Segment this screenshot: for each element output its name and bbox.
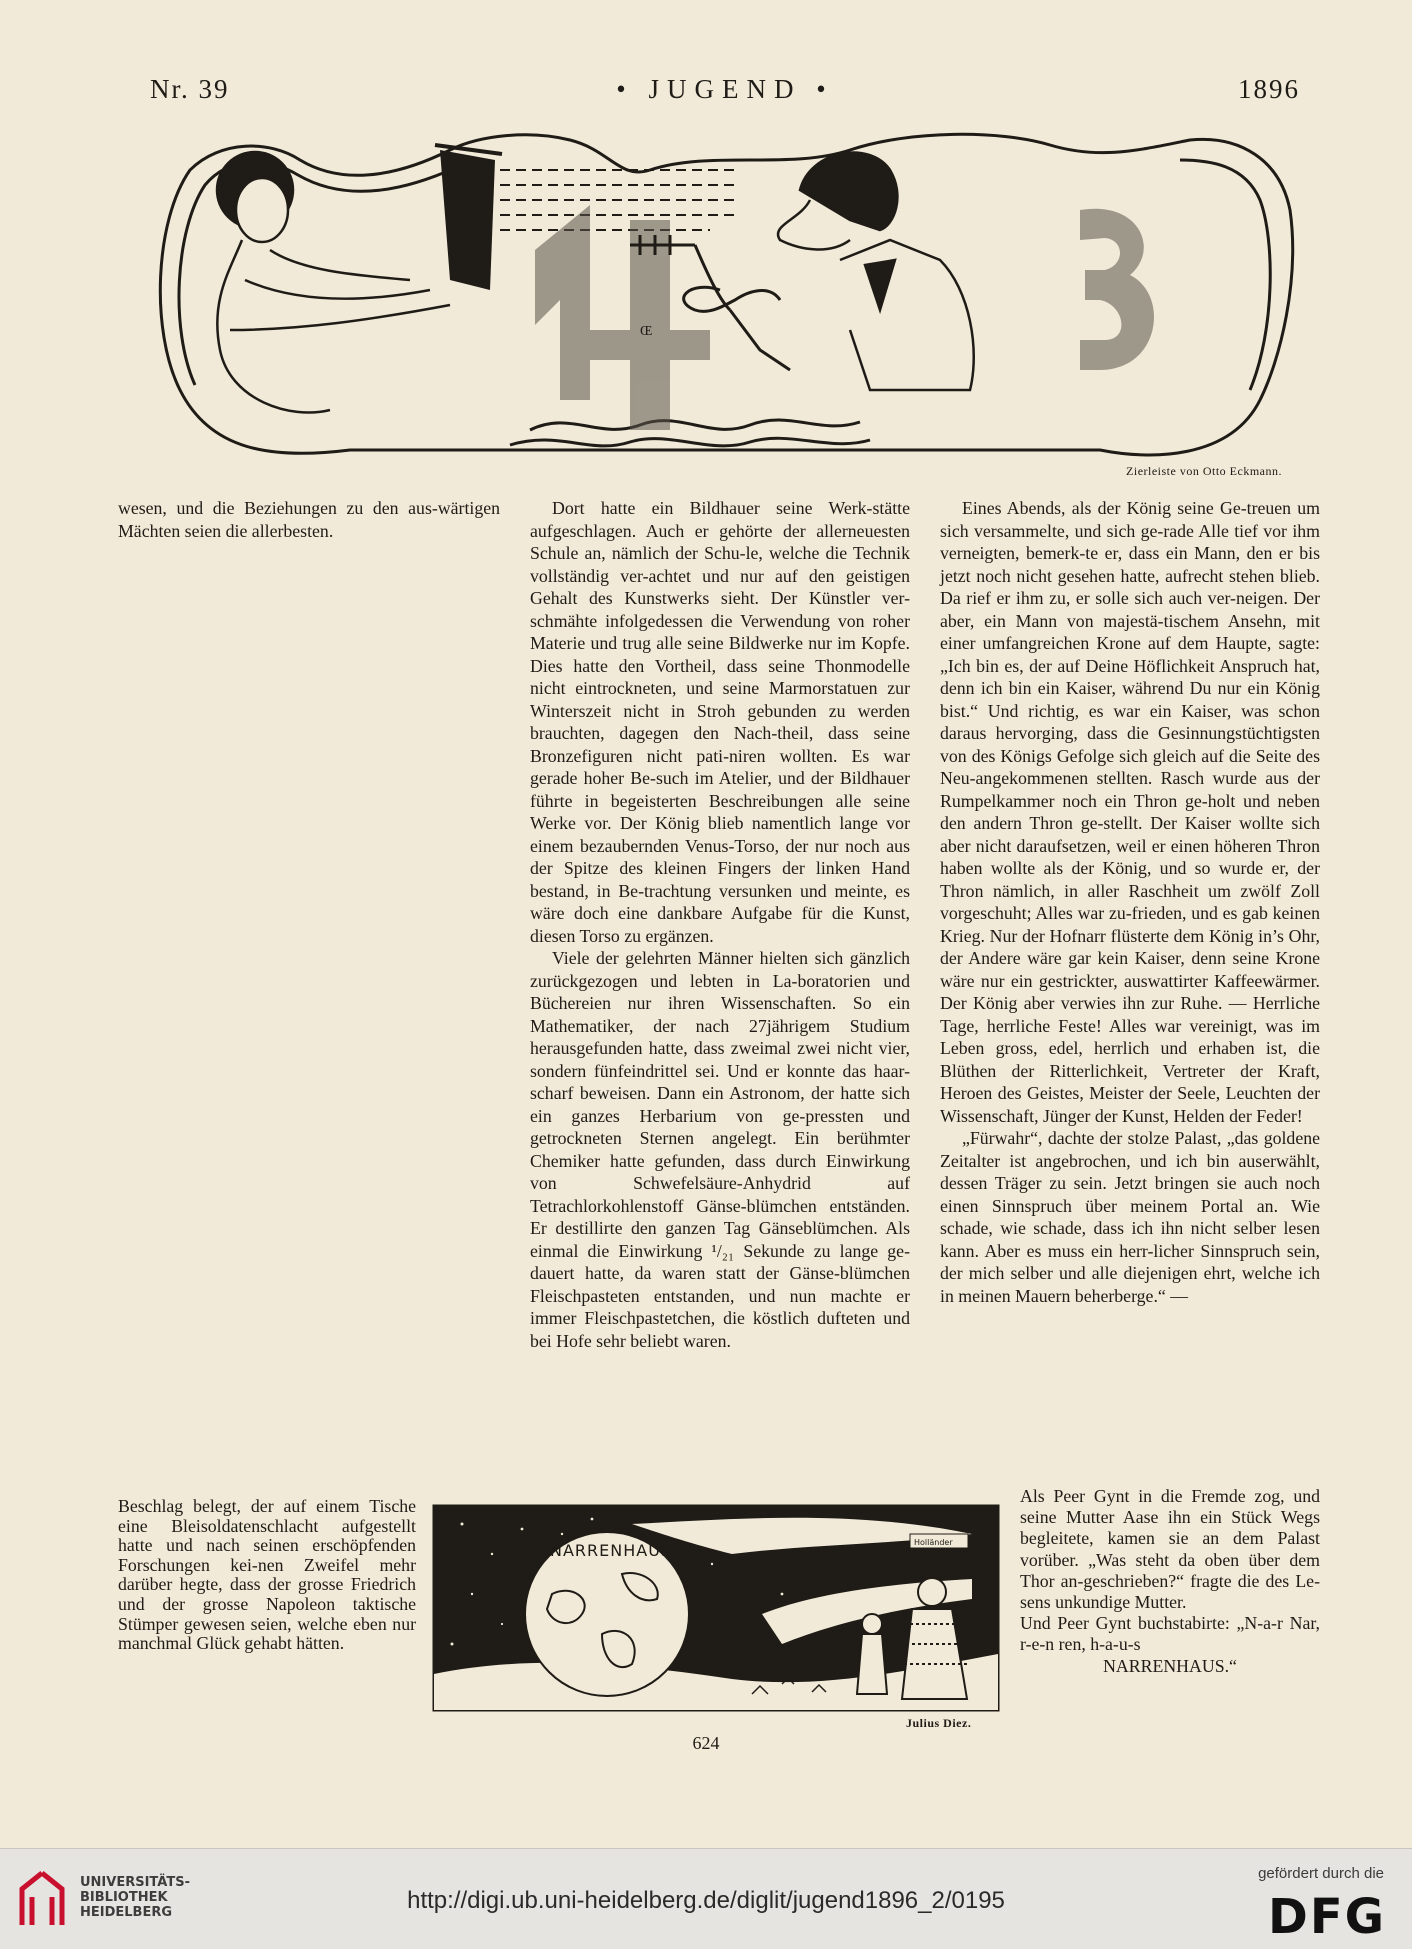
illustration-credit-top: Zierleiste von Otto Eckmann. <box>1126 464 1282 478</box>
issue-number: Nr. 39 <box>150 74 230 104</box>
page-header <box>150 74 1300 114</box>
paragraph: wesen, und die Beziehungen zu den aus-wärtigen Mächten seien die allerbesten. <box>118 498 500 541</box>
header-illustration <box>150 130 1298 472</box>
paragraph: Eines Abends, als der König seine Ge-treuen um sich versammelte, und sich ge-rade Alle tief vor ihm verneigten, bemerk-te er, dass ein Mann, den er bis jetzt noch nicht gesehen hatte, aufrecht stehen blieb. Da rief er ihm zu, er solle sich auch ver-neigen. Der aber, ein Mann von majestä-tischem Ansehn, mit einer umfangreichen Krone auf dem Haupte, sagte: „Ich bin es, der auf Deine Höflichkeit Anspruch hat, denn ich bin ein Kaiser, während Du nur ein König bist.“ Und richtig, es war ein Kaiser, was schon daraus hervorging, dass die Gesinnungstüchtigsten von des Königs Gefolge sich gleich auf die Seite des Neu-angekommenen stellten. Rasch wurde aus der Rumpelkammer noch ein Thron ge-holt und neben den andern Thron ge-stellt. Der Kaiser wollte sich aber nicht daraufsetzen, weil er einen höheren Thron haben wollte als der König, und so wurde er, der Thron nämlich, in aller Raschheit um zwölf Zoll vorgeschuht; Alles war zu-frieden, und es gab keinen Krieg. Nur der Hofnarr flüsterte dem König in’s Ohr, der Andere wäre gar kein Kaiser, denn seine Krone wäre nur ein gestrickter, auswattirter Kaffeewärmer. Der König aber verwies ihn zur Ruhe. — Herrliche Tage, herrliche Feste! Alles war vereinigt, was im Leben gross, edel, herrlich und erhaben ist, die Blüthen der Ritterlichkeit, Vertreter der Kraft, Heroen des Geistes, Meister der Seele, Leuchten der Wissenschaft, Jünger der Kunst, Helden der Feder! <box>940 498 1320 1126</box>
illustration-credit-bottom: Julius Diez. <box>906 1716 972 1730</box>
journal-title: • JUGEND • <box>616 74 834 104</box>
column-1-tail: Beschlag belegt, der auf einem Tische eine Bleisoldatenschlacht aufgestellt hatte und nach seinen erschöpfenden Forschungen kei-nen Zweifel mehr darüber hegte, dass der grosse Friedrich und der grosse Napoleon taktische Stümper gewesen seien, welche eben nur manchmal Glück gehabt hätten. <box>118 1496 416 1654</box>
narrenhaus-line: NARRENHAUS.“ <box>1103 1655 1237 1676</box>
paragraph: Und Peer Gynt buchstabirte: „N-a-r Nar, r-e-n ren, h-a-u-s <box>1020 1613 1320 1655</box>
column-2 <box>530 497 910 1352</box>
paragraph: Als Peer Gynt in die Fremde zog, und seine Mutter Aase ihn ein Stück Wegs begleitete, kamen sie an dem Palast vorüber. „Was steht da oben über dem Thor an-geschrieben?“ fragte die des Le-sens unkundige Mutter. <box>1020 1486 1320 1613</box>
black-canvas <box>435 145 502 290</box>
shadow-number-3 <box>1080 209 1154 370</box>
ub-name: UNIVERSITÄTS- BIBLIOTHEK HEIDELBERG <box>80 1875 190 1920</box>
page-number: 624 <box>692 1733 720 1753</box>
sign <box>910 1534 968 1548</box>
woman-figure <box>217 152 450 413</box>
column-1 <box>118 497 500 542</box>
man-figure <box>778 153 974 390</box>
globe-illustration <box>432 1504 1000 1712</box>
dfg-logo[interactable]: DFG <box>1267 1889 1386 1945</box>
svg-text:Œ: Œ <box>640 324 653 339</box>
globe-label: NARRENHAUS <box>550 1541 673 1560</box>
svg-text:Holländer: Holländer <box>914 1538 953 1547</box>
paragraph: Dort hatte ein Bildhauer seine Werk-stätte aufgeschlagen. Auch er gehörte der allerneuesten Schule an, nämlich der Schu-le, welche die Technik vollständig ver-achtet und nur auf den geistigen Gehalt des Kunstwerks sieht. Der Künstler ver-schmähte infolgedessen die Verwendung von roher Materie und trug alle seine Bildwerke nur im Kopfe. Dies hatte den Vortheil, dass seine Thonmodelle nicht eintrockneten, und seine Marmorstatuen zur Winterszeit nicht in Stroh gebunden zu werden brauchten, dagegen den Nach-theil, dass seine Bronzefiguren nicht pati-niren wollten. Es war gerade hoher Be-such im Atelier, und der Bildhauer führte in begeisterten Beschreibungen alle seine Werke vor. Der König blieb namentlich lange vor einem bezaubernden Venus-Torso, der nur noch aus der Spitze des kleinen Fingers der linken Hand bestand, in Be-trachtung versunken und meinte, es wäre doch eine dankbare Aufgabe für die Kunst, diesen Torso zu ergänzen. <box>530 498 910 946</box>
shadow-number-4 <box>535 205 710 430</box>
funded-by-label: gefördert durch die <box>1258 1865 1384 1882</box>
column-3-tail <box>1020 1486 1320 1677</box>
document-url[interactable]: http://digi.ub.uni-heidelberg.de/diglit/jugend1896_2/0195 <box>407 1887 1005 1914</box>
paragraph: Viele der gelehrten Männer hielten sich gänzlich zurückgezogen und lebten in La-boratorien und Büchereien nur ihren Wissenschaften. So ein Mathematiker, der nach 27jährigem Studium herausgefunden hatte, dass zweimal zwei nicht vier, sondern fünfeindrittel sei. Und er konnte das haar-scharf beweisen. Dann ein Astronom, der hatte sich ein ganzes Herbarium von ge-pressten und getrockneten Sternen angelegt. Ein berühmter Chemiker hatte gefunden, dass durch Einwirkung von Schwefelsäure-Anhydrid auf Tetrachlorkohlenstoff Gänse-blümchen entständen. Er destillirte den ganzen Tag Gänseblümchen. Als einmal die Einwirkung ¹/₂₁ Sekunde zu lange ge-dauert hatte, da waren statt der Gänse-blümchen Fleischpasteten entstanden, und nun machte er immer Fleischpastetchen, die köstlich dufteten und bei Hofe sehr beliebt waren. <box>530 948 910 1351</box>
paragraph: „Fürwahr“, dachte der stolze Palast, „das goldene Zeitalter ist angebrochen, und ich bin auserwählt, dessen Träger zu sein. Jetzt bringen sie auch noch einen Sinnspruch über meinem Portal an. Wie schade, wie schade, dass ich ihn nicht selber lesen kann. Aber es muss ein herr-licher Sinnspruch sein, der mich selber und alle diejenigen ehrt, welche ich in meinen Mauern beherberge.“ — <box>940 1128 1320 1306</box>
column-3 <box>940 497 1320 1307</box>
viewer-footer <box>0 1848 1412 1949</box>
year: 1896 <box>1238 74 1300 104</box>
